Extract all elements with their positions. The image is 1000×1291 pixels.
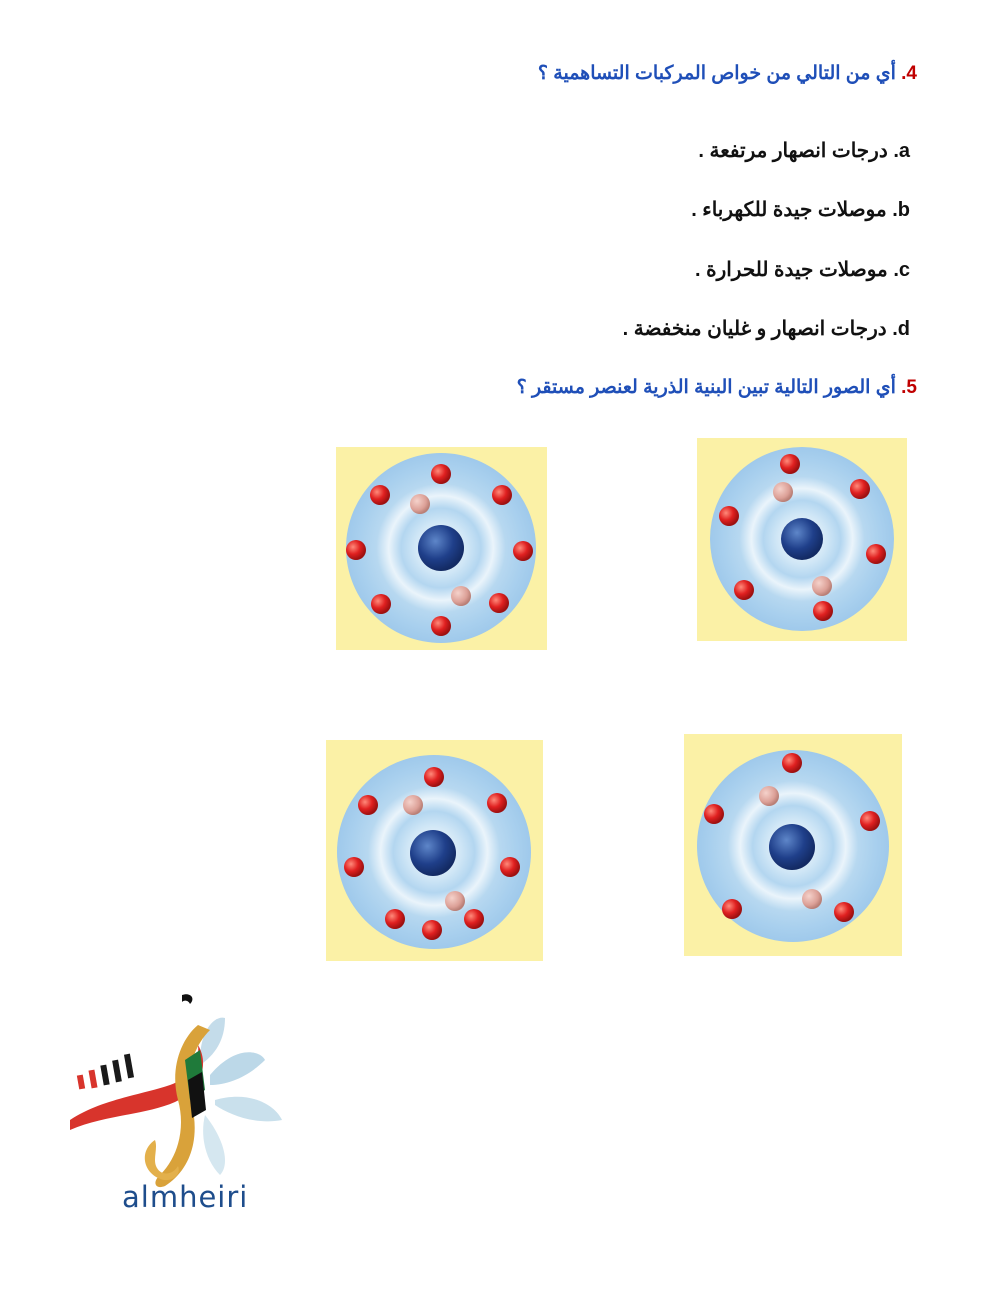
atom-diagram	[336, 447, 547, 650]
atom-diagram	[684, 734, 902, 956]
inner-electron	[773, 482, 793, 502]
electron	[424, 767, 444, 787]
option-c[interactable]	[695, 257, 910, 282]
inner-electron	[451, 586, 471, 606]
electron	[860, 811, 880, 831]
electron	[370, 485, 390, 505]
electron	[487, 793, 507, 813]
electron	[371, 594, 391, 614]
electron	[834, 902, 854, 922]
option-c-text: موصلات جيدة للحرارة .	[695, 259, 888, 281]
atom-option-bottom-left[interactable]	[326, 740, 543, 961]
atom-option-bottom-right[interactable]	[684, 734, 902, 956]
electron	[866, 544, 886, 564]
electron	[782, 753, 802, 773]
electron	[813, 601, 833, 621]
question-5-number: 5.	[901, 377, 917, 398]
question-4-text: أي من التالي من خواص المركبات التساهمية ؟	[537, 63, 896, 84]
electron	[431, 464, 451, 484]
inner-electron	[802, 889, 822, 909]
question-4-number: 4.	[901, 63, 917, 84]
option-c-letter: c.	[893, 259, 910, 281]
option-a[interactable]	[698, 138, 910, 163]
electron	[734, 580, 754, 600]
option-d-letter: d.	[892, 318, 910, 340]
inner-electron	[445, 891, 465, 911]
electron	[385, 909, 405, 929]
option-b-text: موصلات جيدة للكهرباء .	[691, 199, 887, 221]
electron	[850, 479, 870, 499]
question-5-text: أي الصور التالية تبين البنية الذرية لعنصر مستقر ؟	[516, 377, 896, 398]
electron	[422, 920, 442, 940]
electron	[704, 804, 724, 824]
nucleus	[418, 525, 464, 571]
option-b-letter: b.	[892, 199, 910, 221]
electron	[346, 540, 366, 560]
option-a-text: درجات انصهار مرتفعة .	[698, 140, 888, 162]
nucleus	[769, 824, 815, 870]
electron	[500, 857, 520, 877]
option-b[interactable]	[691, 197, 910, 222]
atom-option-top-right[interactable]	[697, 438, 907, 641]
electron	[358, 795, 378, 815]
inner-electron	[812, 576, 832, 596]
electron	[780, 454, 800, 474]
option-d[interactable]	[623, 316, 910, 341]
inner-electron	[410, 494, 430, 514]
atom-diagram	[326, 740, 543, 961]
electron	[464, 909, 484, 929]
electron	[492, 485, 512, 505]
option-d-text: درجات انصهار و غليان منخفضة .	[622, 318, 887, 340]
logo-brand-text: almheiri	[122, 1180, 249, 1214]
electron	[513, 541, 533, 561]
question-4	[538, 62, 917, 85]
electron	[719, 506, 739, 526]
electron	[489, 593, 509, 613]
inner-electron	[759, 786, 779, 806]
inner-electron	[403, 795, 423, 815]
electron	[431, 616, 451, 636]
nucleus	[781, 518, 823, 560]
electron	[344, 857, 364, 877]
option-a-letter: a.	[893, 140, 910, 162]
question-5	[517, 376, 917, 399]
atom-diagram	[697, 438, 907, 641]
electron	[722, 899, 742, 919]
nucleus	[410, 830, 456, 876]
atom-option-top-left[interactable]	[336, 447, 547, 650]
